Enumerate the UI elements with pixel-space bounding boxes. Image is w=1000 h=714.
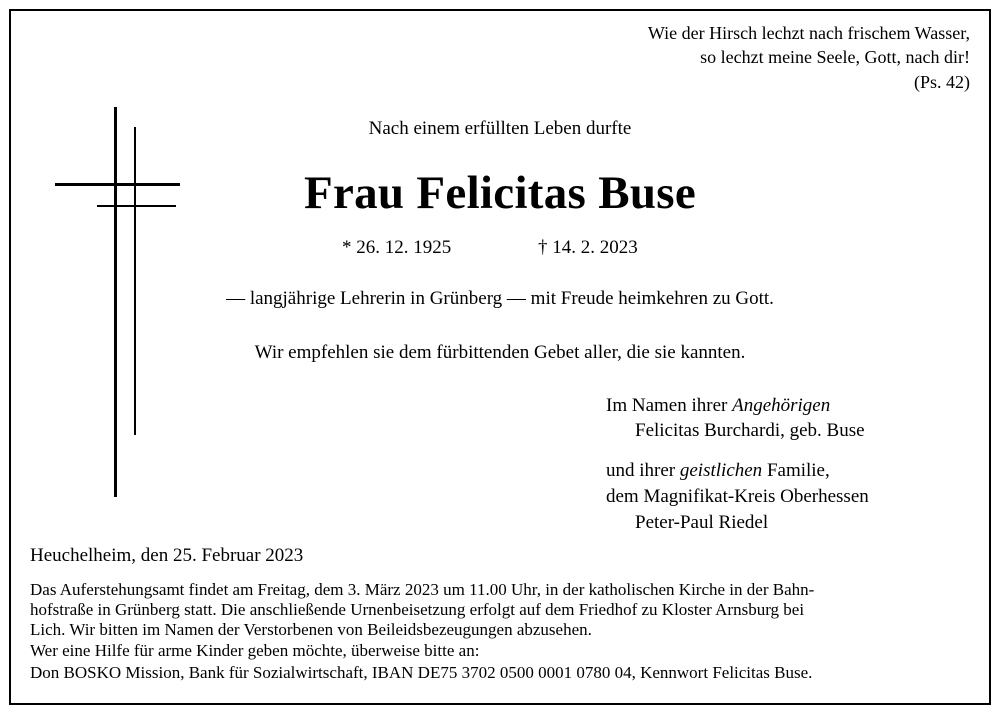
details-line-1: Das Auferstehungsamt findet am Freitag, dem 3. März 2023 um 11.00 Uhr, in der katholischen Kirche in der Bahn- — [30, 580, 815, 599]
psalm-reference: (Ps. 42) — [913, 72, 970, 92]
psalm-line-1: Wie der Hirsch lechzt nach frischem Wasser, — [647, 23, 970, 43]
spiritual-suffix: Familie, — [762, 460, 830, 481]
spiritual-line — [606, 460, 830, 482]
circle-line: dem Magnifikat-Kreis Oberhessen — [606, 486, 869, 507]
relatives-name: Felicitas Burchardi, geb. Buse — [635, 420, 865, 441]
spiritual-prefix: und ihrer — [606, 460, 680, 481]
details-line-4: Wer eine Hilfe für arme Kinder geben möchte, überweise bitte an: — [30, 641, 480, 660]
relatives-emph: Angehörigen — [732, 395, 831, 416]
place-date: Heuchelheim, den 25. Februar 2023 — [30, 545, 304, 566]
intro-text: Nach einem erfüllten Leben durfte — [368, 118, 632, 139]
description-text: — langjährige Lehrerin in Grünberg — mit Freude heimkehren zu Gott. — [226, 288, 774, 309]
psalm-line-2: so lechzt meine Seele, Gott, nach dir! — [700, 47, 970, 67]
spiritual-emph: geistlichen — [679, 460, 763, 481]
details-line-3: Lich. Wir bitten im Namen der Verstorbenen von Beileidsbezeugungen abzusehen. — [30, 620, 592, 639]
details-line-5: Don BOSKO Mission, Bank für Sozialwirtschaft, IBAN DE75 3702 0500 0001 0780 04, Kennwort Felicitas Buse. — [30, 663, 813, 682]
details-line-2: hofstraße in Grünberg statt. Die anschließende Urnenbeisetzung erfolgt auf dem Friedhof zu Kloster Arnsburg bei — [30, 600, 805, 619]
relatives-line — [606, 395, 830, 417]
death-date: † 14. 2. 2023 — [538, 237, 638, 258]
birth-date: * 26. 12. 1925 — [342, 237, 452, 258]
circle-name: Peter-Paul Riedel — [635, 512, 769, 533]
relatives-prefix: Im Namen ihrer — [606, 395, 733, 416]
prayer-text: Wir empfehlen sie dem fürbittenden Gebet aller, die sie kannten. — [254, 342, 746, 363]
deceased-name: Frau Felicitas Buse — [303, 167, 697, 219]
